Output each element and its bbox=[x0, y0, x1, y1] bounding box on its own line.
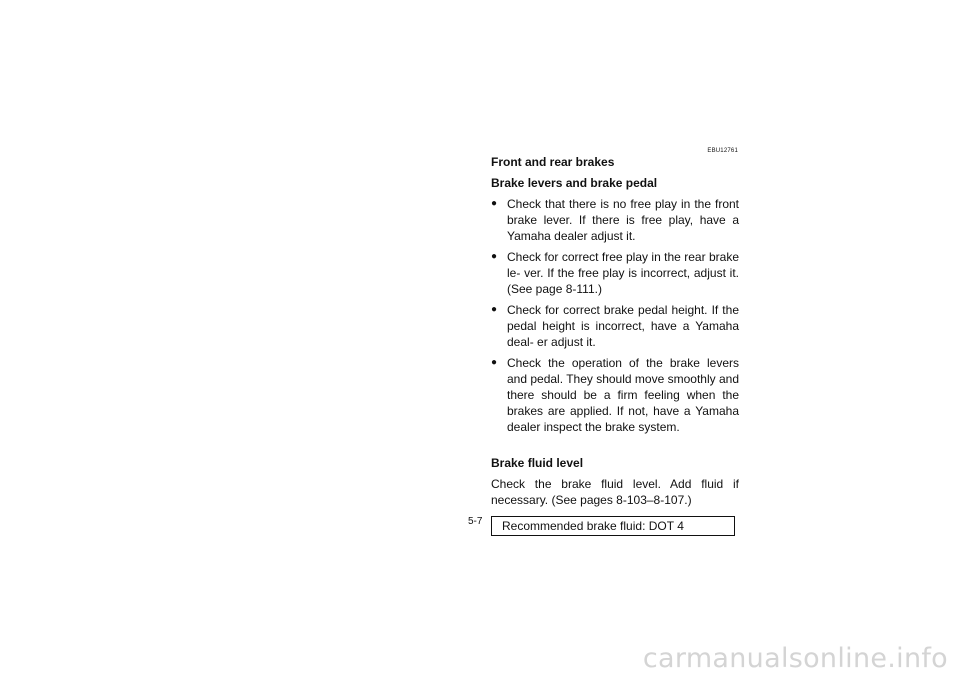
brake-fluid-spec-box: Recommended brake fluid: DOT 4 bbox=[491, 516, 735, 536]
bullet-icon: ● bbox=[491, 198, 498, 209]
section-spacer bbox=[491, 440, 739, 455]
brake-check-list bbox=[491, 196, 739, 435]
list-item-text: Check the operation of the brake levers and pedal. They should move smoothly and there should be a firm feeling when the brakes are applied. If not, have a Yamaha dealer inspect the brake system. bbox=[507, 356, 739, 434]
fluid-section-title: Brake fluid level bbox=[491, 456, 584, 470]
watermark-text: carmanualsonline.info bbox=[642, 643, 948, 674]
bullet-icon: ● bbox=[491, 304, 498, 315]
subsection-title: Brake levers and brake pedal bbox=[491, 176, 658, 190]
bullet-icon: ● bbox=[491, 251, 498, 262]
content-column bbox=[491, 154, 739, 536]
list-item-text: Check for correct free play in the rear brake le- ver. If the free play is incorrect, adjust it. (See page 8-111.) bbox=[507, 250, 739, 296]
list-item bbox=[491, 196, 739, 244]
list-item bbox=[491, 249, 739, 297]
page-number: 5-7 bbox=[468, 516, 483, 527]
list-item bbox=[491, 302, 739, 350]
fluid-instructions: Check the brake fluid level. Add fluid if necessary. (See pages 8-103–8-107.) bbox=[491, 477, 739, 507]
document-code: EBU12761 bbox=[707, 148, 738, 154]
bullet-icon: ● bbox=[491, 357, 498, 368]
list-item-text: Check for correct brake pedal height. If the pedal height is incorrect, have a Yamaha deal- er adjust it. bbox=[507, 303, 739, 349]
list-item-text: Check that there is no free play in the front brake lever. If there is free play, have a Yamaha dealer adjust it. bbox=[507, 197, 739, 243]
section-title: Front and rear brakes bbox=[491, 155, 615, 169]
list-item bbox=[491, 355, 739, 435]
